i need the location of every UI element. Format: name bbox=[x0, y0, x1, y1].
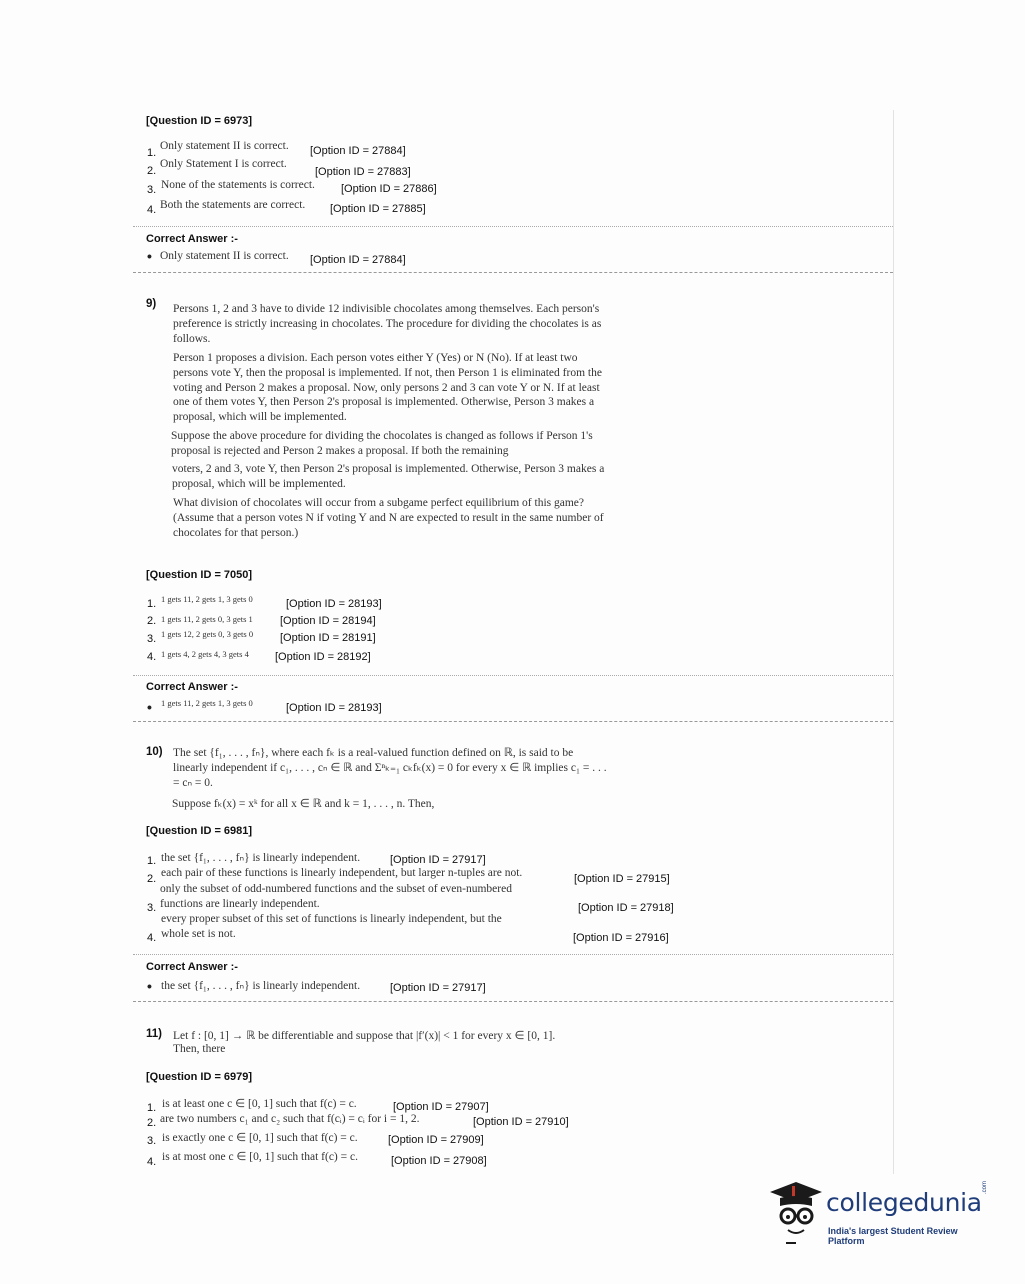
option-id: [Option ID = 27886] bbox=[341, 183, 437, 195]
option-text[interactable]: 1 gets 11, 2 gets 1, 3 gets 0 bbox=[161, 594, 253, 604]
option-number: 1. bbox=[147, 147, 157, 159]
answer-bullet-icon: • bbox=[147, 699, 152, 715]
option-number: 1. bbox=[147, 1102, 157, 1114]
option-text[interactable]: 1 gets 4, 2 gets 4, 3 gets 4 bbox=[161, 649, 249, 659]
option-id: [Option ID = 27917] bbox=[390, 854, 486, 866]
question-paragraph: Suppose fₖ(x) = xᵏ for all x ∈ ℝ and k = 1, . . . , n. Then, bbox=[172, 798, 435, 810]
option-text[interactable]: is exactly one c ∈ [0, 1] such that f(c) = c. bbox=[162, 1132, 358, 1144]
option-number: 3. bbox=[147, 184, 157, 196]
option-number: 2. bbox=[147, 165, 157, 177]
question-id-6981: [Question ID = 6981] bbox=[146, 825, 253, 837]
logo-com: .com bbox=[982, 1180, 988, 1194]
option-text[interactable]: only the subset of odd-numbered functions and the subset of even-numbered bbox=[160, 883, 512, 895]
option-id: [Option ID = 27885] bbox=[330, 203, 426, 215]
logo-wordmark: collegedunia bbox=[826, 1188, 982, 1217]
option-number: 3. bbox=[147, 1135, 157, 1147]
option-text[interactable]: 1 gets 12, 2 gets 0, 3 gets 0 bbox=[161, 629, 254, 639]
separator bbox=[133, 954, 893, 955]
answer-bullet-icon: • bbox=[147, 248, 152, 264]
option-id: [Option ID = 27908] bbox=[391, 1155, 487, 1167]
question-id-6973: [Question ID = 6973] bbox=[146, 115, 253, 127]
answer-text: 1 gets 11, 2 gets 1, 3 gets 0 bbox=[161, 698, 253, 708]
answer-text: the set {f₁, . . . , fₙ} is linearly independent. bbox=[161, 980, 361, 992]
option-number: 2. bbox=[147, 873, 157, 885]
logo-tagline: India's largest Student Review Platform bbox=[828, 1226, 958, 1246]
option-text[interactable]: each pair of these functions is linearly independent, but larger n-tuples are not. bbox=[161, 867, 523, 879]
question-id-7050: [Question ID = 7050] bbox=[146, 569, 253, 581]
option-number: 3. bbox=[147, 902, 157, 914]
option-id: [Option ID = 27884] bbox=[310, 145, 406, 157]
question-id-6979: [Question ID = 6979] bbox=[146, 1071, 253, 1083]
option-number: 4. bbox=[147, 651, 157, 663]
option-number: 1. bbox=[147, 855, 157, 867]
exam-page bbox=[133, 110, 894, 1174]
question-number: 9) bbox=[146, 298, 157, 310]
question-separator bbox=[133, 272, 893, 273]
option-text[interactable]: functions are linearly independent. bbox=[160, 898, 320, 910]
option-id: [Option ID = 27883] bbox=[315, 166, 411, 178]
answer-option-id: [Option ID = 27884] bbox=[310, 254, 406, 266]
answer-bullet-icon: • bbox=[147, 978, 152, 994]
question-paragraph: Then, there bbox=[173, 1043, 226, 1055]
option-number: 3. bbox=[147, 633, 157, 645]
question-paragraph: What division of chocolates will occur from a subgame perfect equilibrium of this game? (Assume that a person votes N if voting Y and N are expected to result in the same number of chocolates for that person.) bbox=[173, 497, 604, 539]
question-separator bbox=[133, 1001, 893, 1002]
option-text[interactable]: Only Statement I is correct. bbox=[160, 158, 287, 170]
option-text[interactable]: is at most one c ∈ [0, 1] such that f(c) = c. bbox=[162, 1151, 358, 1163]
correct-answer-label: Correct Answer :- bbox=[146, 233, 238, 245]
option-id: [Option ID = 28191] bbox=[280, 632, 376, 644]
correct-answer-label: Correct Answer :- bbox=[146, 681, 238, 693]
separator bbox=[133, 226, 893, 227]
option-text[interactable]: the set {f₁, . . . , fₙ} is linearly independent. bbox=[161, 852, 361, 864]
option-number: 1. bbox=[147, 598, 157, 610]
question-number: 10) bbox=[146, 746, 163, 758]
option-text[interactable]: Only statement II is correct. bbox=[160, 140, 289, 152]
option-id: [Option ID = 28194] bbox=[280, 615, 376, 627]
option-text[interactable]: is at least one c ∈ [0, 1] such that f(c) = c. bbox=[162, 1098, 357, 1110]
option-text[interactable]: 1 gets 11, 2 gets 0, 3 gets 1 bbox=[161, 614, 253, 624]
question-paragraph: voters, 2 and 3, vote Y, then Person 2's proposal is implemented. Otherwise, Person 3 makes a proposal, which will be implemented. bbox=[172, 463, 605, 490]
option-id: [Option ID = 27910] bbox=[473, 1116, 569, 1128]
option-id: [Option ID = 27916] bbox=[573, 932, 669, 944]
option-number: 2. bbox=[147, 615, 157, 627]
answer-option-id: [Option ID = 27917] bbox=[390, 982, 486, 994]
question-paragraph: Let f : [0, 1] → ℝ be differentiable and suppose that |f′(x)| < 1 for every x ∈ [0, 1]. bbox=[173, 1030, 556, 1042]
option-text[interactable]: every proper subset of this set of functions is linearly independent, but the bbox=[161, 913, 502, 925]
option-id: [Option ID = 27918] bbox=[578, 902, 674, 914]
question-separator bbox=[133, 721, 893, 722]
answer-text: Only statement II is correct. bbox=[160, 250, 289, 262]
option-number: 4. bbox=[147, 932, 157, 944]
option-id: [Option ID = 28192] bbox=[275, 651, 371, 663]
option-id: [Option ID = 28193] bbox=[286, 598, 382, 610]
graduate-mascot-icon bbox=[766, 1180, 826, 1250]
question-paragraph: Persons 1, 2 and 3 have to divide 12 indivisible chocolates among themselves. Each person's preference is strictly increasing in chocolates. The procedure for dividing the chocolates is as follows. bbox=[173, 303, 602, 345]
separator bbox=[133, 675, 893, 676]
question-number: 11) bbox=[146, 1028, 162, 1040]
question-paragraph: The set {f₁, . . . , fₙ}, where each fₖ is a real-valued function defined on ℝ, is said to be linearly independent if c₁, . . . , cₙ ∈ ℝ and Σⁿₖ₌₁ cₖfₖ(x) = 0 for every x ∈ ℝ implies c₁ = . . . = cₙ = 0. bbox=[173, 747, 607, 789]
option-text[interactable]: are two numbers c₁ and c₂ such that f(cᵢ) = cᵢ for i = 1, 2. bbox=[160, 1113, 420, 1125]
correct-answer-label: Correct Answer :- bbox=[146, 961, 238, 973]
option-id: [Option ID = 27915] bbox=[574, 873, 670, 885]
option-text[interactable]: None of the statements is correct. bbox=[161, 179, 315, 191]
option-id: [Option ID = 27909] bbox=[388, 1134, 484, 1146]
answer-option-id: [Option ID = 28193] bbox=[286, 702, 382, 714]
option-id: [Option ID = 27907] bbox=[393, 1101, 489, 1113]
option-number: 4. bbox=[147, 1156, 157, 1168]
option-number: 2. bbox=[147, 1117, 157, 1129]
collegedunia-logo[interactable] bbox=[766, 1180, 996, 1250]
option-number: 4. bbox=[147, 204, 157, 216]
option-text[interactable]: Both the statements are correct. bbox=[160, 199, 306, 211]
question-paragraph: Suppose the above procedure for dividing the chocolates is changed as follows if Person 1's proposal is rejected and Person 2 makes a proposal. If both the remaining bbox=[171, 430, 593, 457]
question-paragraph: Person 1 proposes a division. Each person votes either Y (Yes) or N (No). If at least two persons vote Y, then the proposal is implemented. If not, then Person 1 is eliminated from the voting and Person 2 makes a proposal. Now, only persons 2 and 3 can vote Y or N. If at least one of them votes Y, then Person 2's proposal is implemented. Otherwise, Person 3 makes a proposal, which will be implemented. bbox=[173, 352, 602, 424]
option-text[interactable]: whole set is not. bbox=[161, 928, 236, 940]
